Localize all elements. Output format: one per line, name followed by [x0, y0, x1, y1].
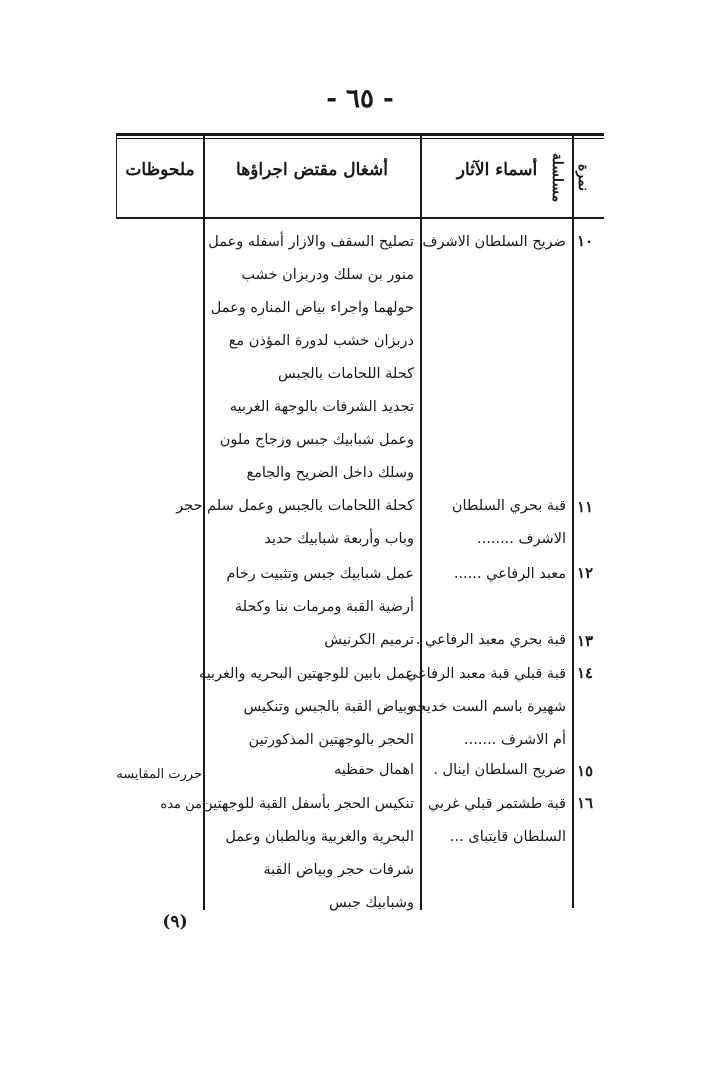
row-name	[424, 788, 566, 854]
row-works-line: وسلك داخل الضريح والجامع	[246, 465, 414, 481]
row-works	[202, 788, 414, 920]
row-notes-line: حررت المقايسه	[116, 767, 202, 782]
row-works-line: تجديد الشرفات بالوجهة الغربيه	[229, 399, 414, 415]
row-name-line: قبة طشتمر قبلي غربي	[427, 796, 566, 812]
row-name-line: السلطان قايتباى ...	[449, 829, 566, 845]
row-name-line: قبة قبلي قبة معبد الرفاعي	[405, 666, 566, 682]
row-works-line: أرضية القبة ومرمات بنا وكحلة	[234, 599, 414, 615]
table-top-rule-inner	[116, 138, 604, 139]
row-works-line: ترميم الكرنيش	[324, 632, 414, 648]
row-works-line: عمل بابين للوجهتين البحريه والغربيه	[198, 666, 414, 682]
row-works-line: كحلة اللحامات بالجبس وعمل سلم حجر	[176, 498, 414, 514]
row-works-line: اهمال حفظيه	[334, 762, 414, 778]
row-works-line: وشبابيك جبس	[328, 895, 414, 911]
row-name-line: الاشرف ........	[477, 531, 566, 547]
row-works-line: وبياض القبة بالجبس وتنكيس	[243, 699, 414, 715]
row-works-line: حولهما واجراء بياض المناره وعمل	[210, 300, 414, 316]
row-name-line: أم الاشرف .......	[464, 732, 566, 748]
row-number: ١١	[576, 498, 594, 516]
row-name	[405, 658, 566, 757]
row-name-line: ضريح السلطان اينال .	[433, 762, 566, 778]
row-works-line: دربزان خشب لدورة المؤذن مع	[228, 333, 414, 349]
row-works-line: البحرية والغربية وبالطبان وعمل	[225, 829, 414, 845]
row-notes	[116, 788, 202, 821]
row-works-line: وعمل شبابيك جبس وزجاج ملون	[219, 432, 414, 448]
row-name-line: شهيرة باسم الست خديجه	[409, 699, 566, 715]
row-name	[424, 226, 566, 259]
row-number: ١٥	[576, 762, 594, 780]
row-number: ١٣	[576, 632, 594, 650]
row-works-line: الحجر بالوجهتين المذكورتين	[248, 732, 414, 748]
row-number: ١٠	[576, 232, 594, 250]
row-works	[198, 658, 414, 757]
header-notes: ملحوظات	[125, 160, 195, 180]
row-works	[208, 754, 414, 787]
row-notes	[116, 758, 202, 791]
table-top-rule	[116, 133, 604, 136]
row-name-line: قبة بحري معبد الرفاعي .	[415, 632, 566, 648]
header-bottom-rule	[116, 217, 604, 219]
row-works	[208, 558, 414, 624]
row-name-line: معبد الرفاعي ......	[453, 566, 566, 582]
row-notes-line: من مده	[160, 797, 202, 812]
row-works-line: شرفات حجر وبياض القبة	[263, 862, 414, 878]
row-works	[208, 226, 414, 490]
row-name-line: ضريح السلطان الاشرف	[422, 234, 566, 250]
row-name-line: قبة بحري السلطان	[451, 498, 566, 514]
header-works: أشغال مقتض اجراؤها	[236, 160, 388, 180]
row-works	[176, 490, 414, 556]
column-divider-notes-end	[116, 136, 117, 218]
row-works-line: منور بن سلك ودربزان خشب	[241, 267, 414, 283]
row-number: ١٦	[576, 794, 594, 812]
signature-number: (٩)	[162, 912, 188, 932]
row-number: ١٢	[576, 564, 594, 582]
row-name	[415, 624, 566, 657]
row-number: ١٤	[576, 664, 594, 682]
row-name	[424, 490, 566, 556]
row-works-line: وباب وأربعة شبابيك حديد	[264, 531, 414, 547]
row-name	[424, 754, 566, 787]
row-works-line: تصليح السقف والازار أسفله وعمل	[208, 234, 414, 250]
row-works	[208, 624, 414, 657]
header-name: أسماء الآثار	[456, 160, 538, 180]
row-works-line: عمل شبابيك جبس وتثبيت رخام	[226, 566, 414, 582]
header-serial: نمرة مسلسلة	[549, 153, 591, 203]
row-works-line: تنكيس الحجر بأسفل القبة للوجهتين	[202, 796, 414, 812]
row-name	[424, 558, 566, 591]
row-works-line: كحلة اللحامات بالجبس	[277, 366, 414, 382]
column-divider-serial	[572, 136, 574, 908]
page-number: - ٦٥ -	[326, 84, 394, 114]
